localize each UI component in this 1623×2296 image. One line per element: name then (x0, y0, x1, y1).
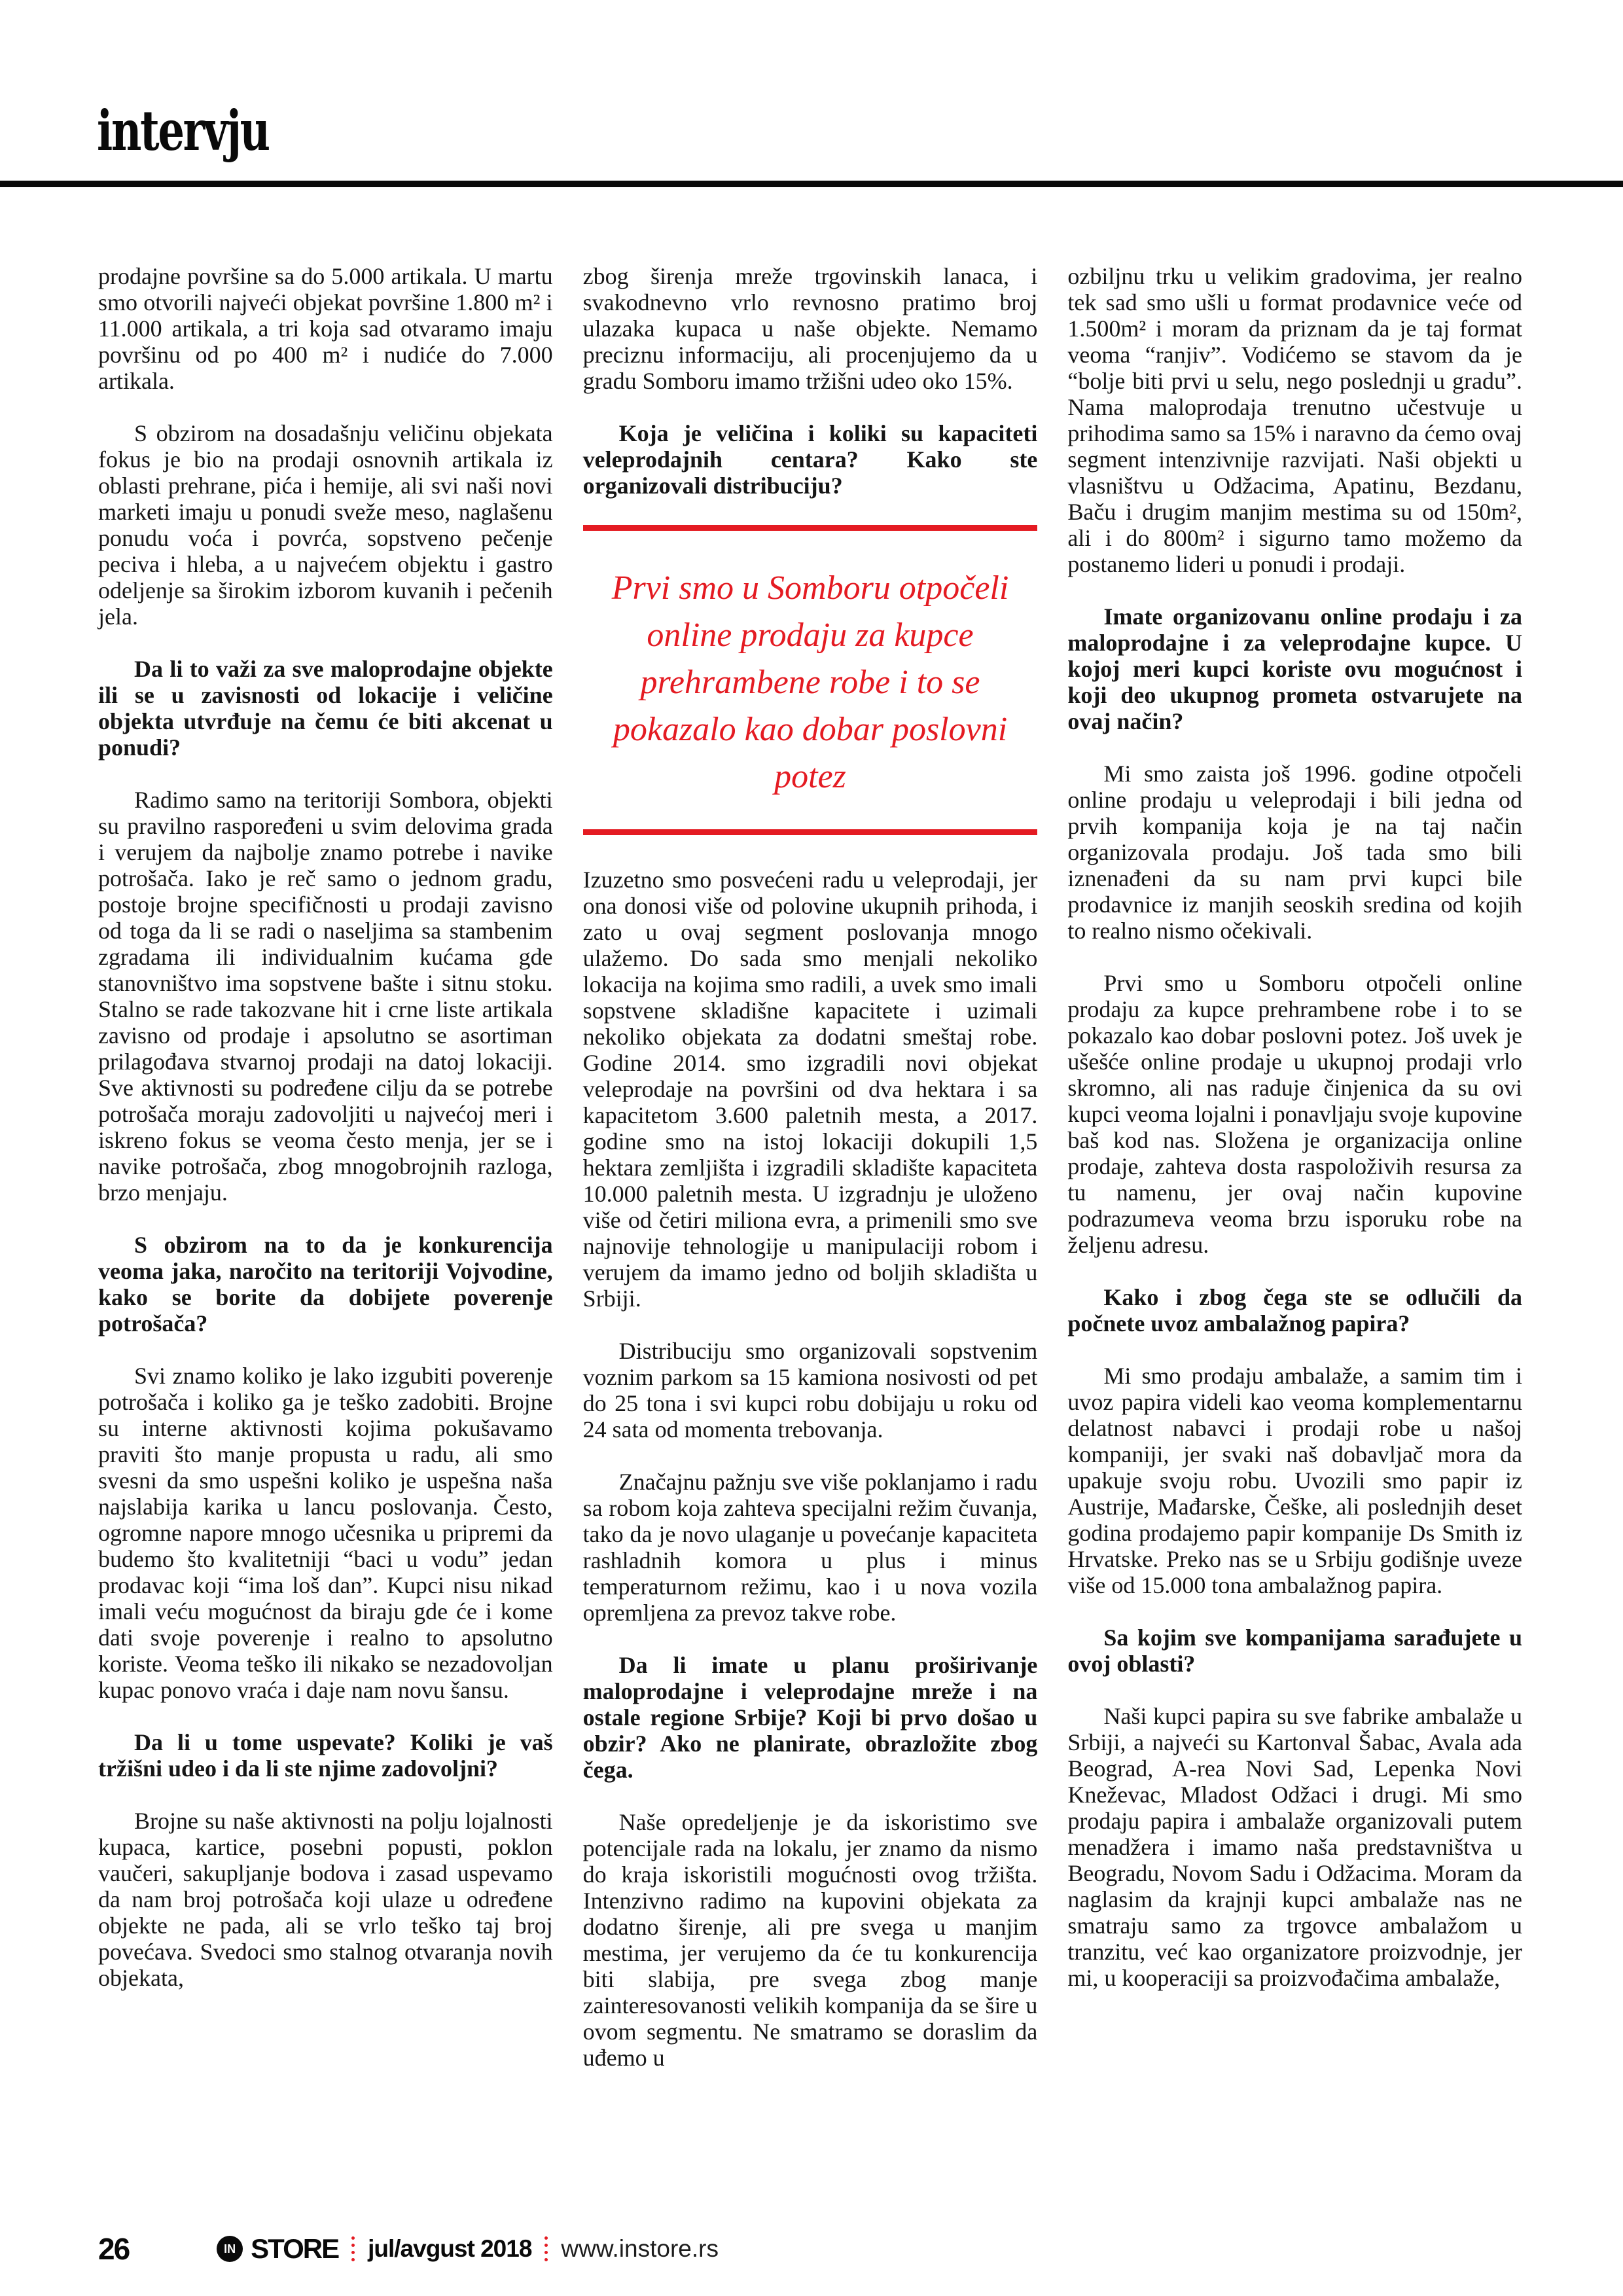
column-3 (1067, 263, 1522, 2071)
instore-brand (217, 2233, 338, 2265)
paragraph: Prvi smo u Somboru otpočeli online prodaju za kupce prehrambene robe i to se pokazalo kao dobar poslovni potez. Još uvek je ušešće online prodaje u ukupnoj prodaji vrlo skromno, ali nas raduje činjenica da su ovi kupci veoma lojalni i ponavljaju svoje kupovine baš kod nas. Složena je organizacija online prodaje, zahteva dosta raspoloživih resursa za tu namenu, jer ovaj način kupovine podrazumeva veoma brzu isporuku robe na željenu adresu. (1067, 970, 1523, 1258)
store-wordmark: STORE (251, 2233, 339, 2264)
paragraph: Distribuciju smo organizovali sopstvenim voznim parkom sa 15 kamiona nosivosti od pet do 25 tona i svi kupci robu dobijaju u roku od 24 sata od momenta trebovanja. (582, 1338, 1038, 1443)
pull-quote: Prvi smo u Somboru otpočeli online prodaju za kupce prehrambene robe i to se pokazalo kao dobar poslovni potez (583, 525, 1038, 835)
interview-question: Sa kojim sve kompanijama sarađujete u ovoj oblasti? (1067, 1624, 1523, 1677)
dotted-separator-icon (351, 2236, 355, 2261)
interview-question: Da li imate u planu proširivanje maloprodajne i veleprodajne mreže i na ostale regione Srbije? Koji bi prvo došao u obzir? Ako ne planirate, obrazložite zbog čega. (582, 1652, 1038, 1783)
interview-question: Koja je veličina i koliki su kapaciteti veleprodajnih centara? Kako ste organizovali distribuciju? (582, 420, 1038, 499)
column-1 (98, 263, 553, 2071)
dotted-separator-icon (544, 2236, 548, 2261)
instore-logo-icon: IN (217, 2236, 243, 2262)
interview-question: Da li u tome uspevate? Koliki je vaš tržišni udeo i da li ste njime zadovoljni? (98, 1729, 553, 1782)
paragraph: ozbiljnu trku u velikim gradovima, jer realno tek sad smo ušli u format prodavnice veće od 1.500m² i moram da priznam da je taj format veoma “ranjiv”. Vodićemo se stavom da je “bolje biti prvi u selu, nego poslednji u gradu”. Nama maloprodaja trenutno učestvuje u prihodima samo sa 15% i naravno da ćemo ovaj segment intenzivnije razvijati. Naši objekti u vlasništvu u Odžacima, Apatinu, Bezdanu, Baču i drugim manjim mestima su od 150m², ali i do 800m² i sigurno tamo možemo da postanemo lideri u ponudi i prodaji. (1067, 263, 1523, 577)
header-rule (0, 181, 1623, 187)
interview-question: S obzirom na to da je konkurencija veoma jaka, naročito na teritoriji Vojvodine, kako se borite da dobijete poverenje potrošača? (98, 1232, 553, 1336)
paragraph: zbog širenja mreže trgovinskih lanaca, i svakodnevno vrlo revnosno pratimo broj ulazaka kupaca u naše objekte. Nemamo preciznu informaciju, ali procenjujemo da u gradu Somboru imamo tržišni udeo oko 15%. (582, 263, 1038, 394)
paragraph: Značajnu pažnju sve više poklanjamo i radu sa robom koja zahteva specijalni režim čuvanja, tako da je novo ulaganje u povećanje kapaciteta rashladnih komora u plus i minus temperaturnom režimu, kao i u nova vozila opremljena za prevoz takve robe. (582, 1469, 1038, 1626)
article-columns (98, 263, 1522, 2071)
paragraph: Naše opredeljenje je da iskoristimo sve potencijale rada na lokalu, jer znamo da nismo do kraja iskoristili mogućnosti ovog tržišta. Intenzivno radimo na kupovini objekata za dodatno širenje, ali pre svega u manjim mestima, jer verujemo da će tu konkurencija biti slabija, pre svega zbog manje zainteresovanosti velikih kompanija da se šire u ovom segmentu. Ne smatramo se doraslim da uđemo u (582, 1809, 1038, 2071)
paragraph: Naši kupci papira su sve fabrike ambalaže u Srbiji, a najveći su Kartonval Šabac, Avala ada Beograd, A-rea Novi Sad, Lepenka Novi Kneževac, Mladost Odžaci i drugi. Mi smo prodaju papira i ambalaže organizovali putem menadžera i imamo naša predstavništva u Beogradu, Novom Sadu i Odžacima. Moram da naglasim da krajnji kupci ambalaže nas ne smatraju samo za trgovce ambalažom u tranzitu, već kao organizatore proizvodnje, jer mi, u kooperaciji sa proizvođačima ambalaže, (1067, 1703, 1523, 1991)
interview-question: Imate organizovanu online prodaju i za maloprodajne i za veleprodajne kupce. U kojoj meri kupci koriste ovu mogućnost i koji deo ukupnog prometa ostvarujete na ovaj način? (1067, 603, 1523, 734)
interview-question: Kako i zbog čega ste se odlučili da počnete uvoz ambalažnog papira? (1067, 1284, 1523, 1336)
page-title: intervju (97, 98, 269, 163)
interview-question: Da li to važi za sve maloprodajne objekte ili se u zavisnosti od lokacije i veličine objekta utvrđuje na čemu će biti akcenat u ponudi? (98, 656, 553, 761)
issue-date: jul/avgust 2018 (368, 2235, 532, 2262)
paragraph: Mi smo zaista još 1996. godine otpočeli online prodaju u veleprodaji i bili jedna od prvih kompanija koja je na taj način organizovala prodaju. Još tada smo bili iznenađeni da su nam prvi kupci bile prodavnice iz manjih seoskih sredina od kojih to realno nismo očekivali. (1067, 761, 1523, 944)
paragraph: Svi znamo koliko je lako izgubiti poverenje potrošača i koliko ga je teško zadobiti. Brojne su interne aktivnosti kojima pokušavamo praviti što manje propusta u radu, ali smo svesni da smo uspešni koliko je uspešna naša najslabija karika u lancu poslovanja. Često, ogromne napore mnogo učesnika u pripremi da budemo što kvalitetniji “baci u vodu” jedan prodavac koji “ima loš dan”. Kupci nisu nikad imali veću mogućnost da biraju gde će i kome dati svoje poverenje i realno to apsolutno koriste. Veoma teško ili nikako se nezadovoljan kupac ponovo vraća i daje nam novu šansu. (98, 1363, 553, 1703)
paragraph: Radimo samo na teritoriji Sombora, objekti su pravilno raspoređeni u svim delovima grada i verujem da najbolje znamo potrebe i navike potrošača. Iako je reč samo o jednom gradu, postoje brojne specifičnosti u prodaji zavisno od toga da li se radi o naseljima sa stambenim zgradama ili individualnim kućama gde stanovništvo ima sopstvene bašte i sitnu stoku. Stalno se rade takozvane hit i crne liste artikala zavisno od prodaje i apsolutno se asortiman prilagođava stvarnoj prodaji na datoj lokaciji. Sve aktivnosti su podređene cilju da se potrebe potrošača moraju zadovoljiti u najvećoj meri i iskreno fokus se veoma često menja, jer se i navike potrošača, zbog mnogobrojnih razloga, brzo menjaju. (98, 787, 553, 1206)
column-2 (583, 263, 1038, 2071)
paragraph: Mi smo prodaju ambalaže, a samim tim i uvoz papira videli kao veoma komplementarnu delatnost nabavci i prodaji robe u našoj kompaniji, jer svaki naš dobavljač mora da upakuje svoju robu. Uvozili smo papir iz Austrije, Mađarske, Češke, ali poslednjih deset godina prodajemo papir kompanije Ds Smith iz Hrvatske. Preko nas se u Srbiju godišnje uveze više od 15.000 tona ambalažnog papira. (1067, 1363, 1523, 1598)
paragraph: Brojne su naše aktivnosti na polju lojalnosti kupaca, kartice, posebni popusti, poklon vaučeri, sakupljanje bodova i zasad uspevamo da nam broj potrošača koji ulaze u određene objekte ne pada, ali se vrlo teško taj broj povećava. Svedoci smo stalnog otvaranja novih objekata, (98, 1808, 553, 1991)
website-url: www.instore.rs (561, 2235, 719, 2262)
page-number: 26 (98, 2232, 130, 2266)
paragraph: S obzirom na dosadašnju veličinu objekata fokus je bio na prodaji osnovnih artikala iz oblasti prehrane, pića i hemije, ali svi naši novi marketi imaju u ponudi sveže meso, naglašenu ponudu voća i povrća, sopstveno pečenje peciva i hleba, a u najvećem objektu i gastro odeljenje sa širokim izborom kuvanih i pečenih jela. (98, 420, 553, 630)
paragraph: Izuzetno smo posvećeni radu u veleprodaji, jer ona donosi više od polovine ukupnih prihoda, i zato u ovaj segment poslovanja mnogo ulažemo. Do sada smo menjali nekoliko lokacija na kojima smo radili, a uvek smo imali sopstvene skladišne kapacitete i uzimali nekoliko objekata za dodatni smeštaj robe. Godine 2014. smo izgradili novi objekat veleprodaje na površini od dva hektara i sa kapacitetom 3.600 paletnih mesta, a 2017. godine smo na istoj lokaciji dokupili 1,5 hektara zemljišta i izgradili skladište kapaciteta 10.000 paletnih mesta. U izgradnju je uloženo više od četiri miliona evra, a primenili smo sve najnovije tehnologije u manipulaciji robom i verujem da imamo jedno od boljih skladišta u Srbiji. (582, 867, 1038, 1312)
page-footer (98, 2232, 719, 2266)
paragraph: prodajne površine sa do 5.000 artikala. U martu smo otvorili najveći objekat površine 1.800 m² i 11.000 artikala, a tri koja sad otvaramo imaju površinu od po 400 m² i nudiće do 7.000 artikala. (98, 263, 553, 394)
